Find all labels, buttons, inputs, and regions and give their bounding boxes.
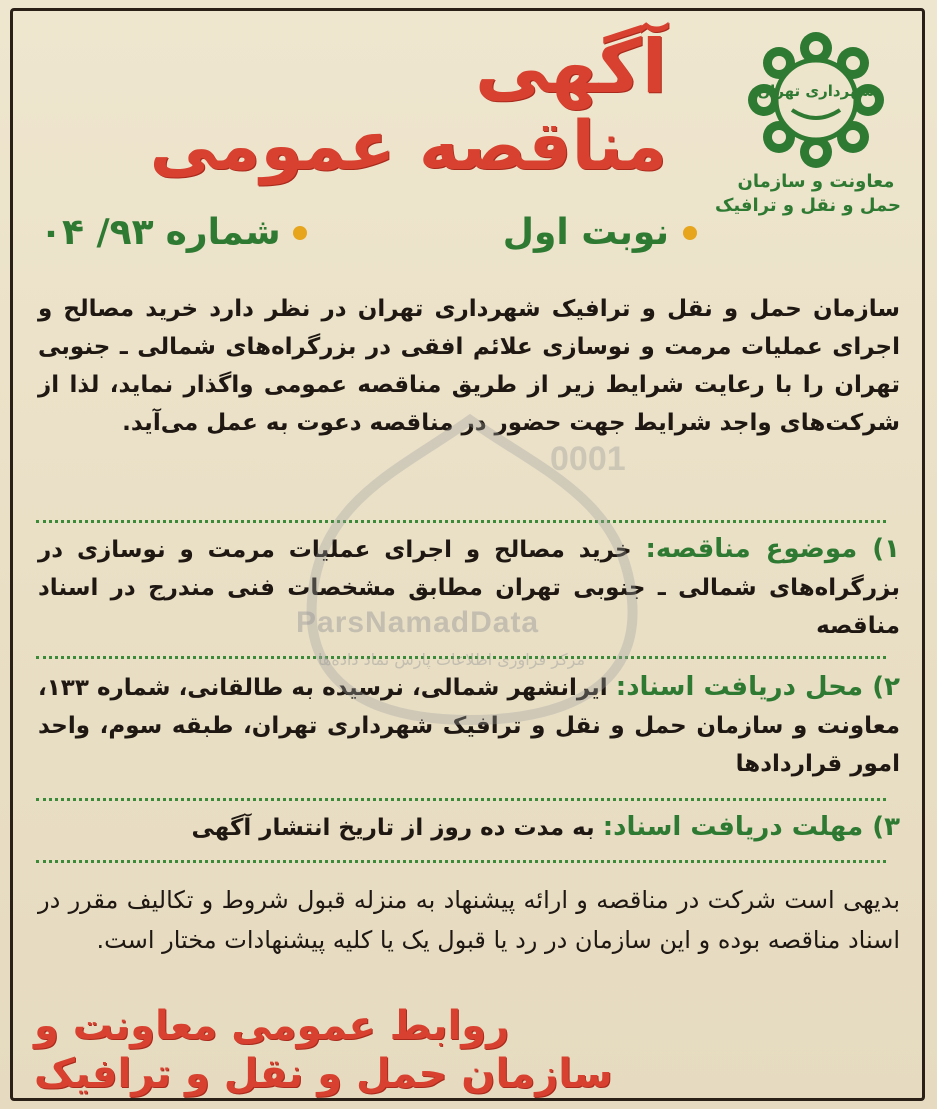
intro-paragraph: سازمان حمل و نقل و ترافیک شهرداری تهران در نظر دارد خرید مصالح و اجرای عملیات مرمت و نوسازی علائم افقی در بزرگراه‌های شمالی ـ جنوبی تهران را با رعایت شرایط زیر از طریق مناقصه عمومی واگذار نماید، لذا از شرکت‌های واجد شرایط جهت حضور در مناقصه دعوت به عمل می‌آید. [38, 296, 900, 436]
document-location [38, 668, 900, 783]
round-text: نوبت اول [502, 212, 669, 253]
org-name-line2: حمل و نقل و ترافیک [714, 195, 901, 216]
number-label: شماره [165, 212, 281, 253]
document-deadline [38, 808, 900, 847]
item-text: به مدت ده روز از تاریخ انتشار آگهی [191, 815, 595, 841]
number-value: ۹۳/ ۰۴ [40, 212, 154, 253]
ad-subtitle: مناقصه عمومی [149, 107, 667, 186]
item-text: ایرانشهر شمالی، نرسیده به طالقانی، شماره ۱۳۳، معاونت و سازمان حمل و نقل و ترافیک شهرداری تهران، طبقه سوم، واحد امور قراردادها [38, 675, 900, 777]
section-divider [36, 860, 886, 863]
watermark-code: 0001 [550, 440, 626, 478]
round-label [503, 208, 697, 258]
section-divider [36, 520, 886, 523]
item-text: خرید مصالح و اجرای عملیات مرمت و نوسازی در بزرگراه‌های شمالی ـ جنوبی تهران مطابق مشخصات فنی مندرج در اسناد مناقصه [38, 537, 900, 639]
item-label: ۳) مهلت دریافت اسناد: [602, 812, 900, 842]
organization-logo [714, 30, 901, 218]
footer-signature-line2: سازمان حمل و نقل و ترافیک [34, 1051, 613, 1097]
closing-paragraph: بدیهی است شرکت در مناقصه و ارائه پیشنهاد به منزله قبول شروط و تکالیف مقرر در اسناد مناقصه بوده و این سازمان در رد یا قبول یک یا کلیه پیشنهادات مختار است. [38, 886, 900, 954]
bullet-dot-icon [683, 226, 697, 240]
footer-signature-line1: روابط عمومی معاونت و [34, 1003, 510, 1049]
ad-title: آگهی [474, 24, 667, 110]
bullet-dot-icon [293, 226, 307, 240]
ad-number [40, 208, 307, 258]
watermark-brand: ParsNamadData [296, 606, 540, 639]
watermark-subtitle: مرکز فراوری اطلاعات پارس نماد داده‌ها [318, 650, 586, 669]
item-label: ۱) موضوع مناقصه: [645, 534, 900, 564]
section-divider [36, 798, 886, 801]
org-name-line1: معاونت و سازمان [737, 171, 895, 192]
tehran-municipality-emblem-icon [746, 30, 886, 170]
emblem-text: شهرداری تهران [757, 82, 875, 100]
section-divider [36, 656, 886, 659]
item-label: ۲) محل دریافت اسناد: [615, 672, 901, 702]
tender-subject [38, 530, 900, 645]
